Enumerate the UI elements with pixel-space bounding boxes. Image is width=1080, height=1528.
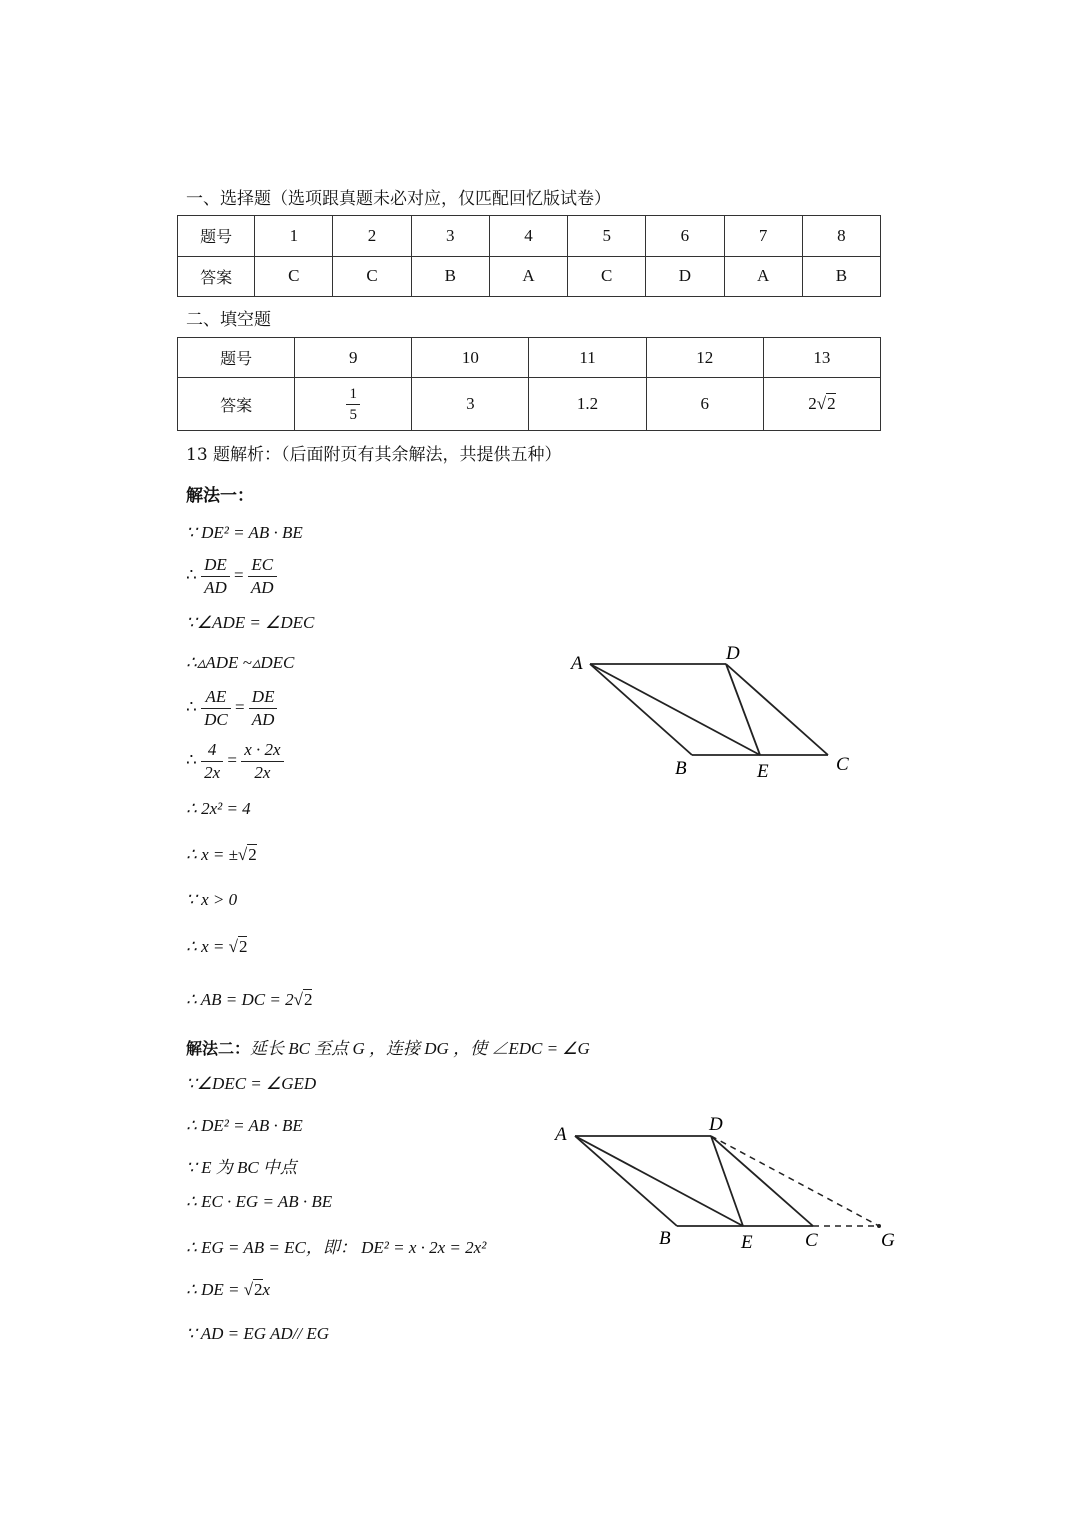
step-text: ∵ E 为 BC 中点 xyxy=(186,1158,297,1177)
step-6 xyxy=(186,739,284,784)
equals-sign: = xyxy=(227,750,237,770)
denominator: AD xyxy=(250,578,274,597)
row-label-answer: 答案 xyxy=(178,378,295,431)
fraction xyxy=(241,739,283,784)
question-number: 11 xyxy=(529,338,646,378)
table-row xyxy=(178,256,881,297)
step-text: ∴ EC · EG = AB · BE xyxy=(186,1192,333,1211)
numerator: DE xyxy=(201,554,230,577)
step-text: ∵ x > 0 xyxy=(186,890,238,909)
method1-label: 解法一： xyxy=(186,486,254,506)
label-c: C xyxy=(805,1230,818,1251)
point-g xyxy=(877,1224,881,1228)
fill-answer-table xyxy=(177,337,881,431)
fraction xyxy=(201,554,230,599)
fraction xyxy=(248,554,277,599)
label-g: G xyxy=(881,1230,895,1251)
sqrt-symbol: √ xyxy=(816,394,827,413)
analysis-title: 13 题解析：（后面附页有其余解法，共提供五种） xyxy=(186,445,562,465)
step-text: ∵∠DEC = ∠GED xyxy=(186,1074,317,1093)
fraction xyxy=(201,686,231,731)
coefficient: 2 xyxy=(808,394,817,413)
answer-cell: C xyxy=(255,256,333,297)
sqrt-symbol: √ xyxy=(237,845,248,864)
table-row xyxy=(178,216,881,257)
figure-1-parallelogram xyxy=(560,635,860,785)
step-9 xyxy=(186,890,237,910)
question-number: 1 xyxy=(255,216,333,257)
step-3 xyxy=(186,613,314,633)
step-text: ∴ 2x² = 4 xyxy=(186,799,251,818)
denominator: AD xyxy=(204,578,227,597)
answer-cell: C xyxy=(333,256,411,297)
label-a: A xyxy=(555,1124,567,1145)
answer-cell: A xyxy=(724,256,802,297)
equals-sign: = xyxy=(234,697,245,717)
fraction xyxy=(201,739,223,784)
label-e: E xyxy=(757,761,769,782)
step-text: ∵∠ADE = ∠DEC xyxy=(186,613,315,632)
answer-cell: D xyxy=(646,256,724,297)
therefore-symbol: ∴ xyxy=(186,750,197,770)
answer-cell: B xyxy=(411,256,489,297)
question-number: 3 xyxy=(411,216,489,257)
method2-intro: 延长 BC 至点 G ，连接 DG ，使 ∠EDC = ∠G xyxy=(250,1039,590,1058)
question-number: 13 xyxy=(763,338,880,378)
step-text: x xyxy=(262,1280,271,1299)
radicand: 2 xyxy=(827,394,836,413)
section1-title: 一、选择题（选项跟真题未必对应，仅匹配回忆版试卷） xyxy=(186,189,611,209)
label-d: D xyxy=(709,1114,723,1135)
numerator: DE xyxy=(249,686,278,709)
method2-heading xyxy=(186,1034,590,1059)
step-text: ∴ DE = xyxy=(186,1280,244,1299)
answer-cell: A xyxy=(489,256,567,297)
step-5 xyxy=(186,686,277,731)
section2-title: 二、填空题 xyxy=(186,310,271,330)
question-number: 8 xyxy=(802,216,880,257)
row-label-answer: 答案 xyxy=(178,256,255,297)
answer-cell: 1.2 xyxy=(529,378,646,431)
step-11 xyxy=(186,990,312,1010)
row-label-question: 题号 xyxy=(178,216,255,257)
label-b: B xyxy=(675,758,687,779)
table-row xyxy=(178,338,881,378)
answer-cell: 3 xyxy=(412,378,529,431)
step-text: ∴ EG = AB = EC，即： DE² = x · 2x = 2x² xyxy=(186,1238,487,1257)
therefore-symbol: ∴ xyxy=(186,565,197,585)
question-number: 4 xyxy=(489,216,567,257)
table-row xyxy=(178,378,881,431)
radicand: 2 xyxy=(238,937,248,956)
label-e: E xyxy=(741,1232,753,1253)
sqrt-symbol: √ xyxy=(293,990,303,1009)
step-text: ∴▵ADE ~▵DEC xyxy=(186,653,295,672)
step-4 xyxy=(186,653,294,673)
question-number: 5 xyxy=(568,216,646,257)
row-label-question: 题号 xyxy=(178,338,295,378)
segment-dc xyxy=(726,664,828,755)
step-7 xyxy=(186,799,251,819)
sqrt-symbol: √ xyxy=(243,1280,254,1299)
step-10 xyxy=(186,937,247,957)
denominator: AD xyxy=(251,710,275,729)
denominator: DC xyxy=(204,710,228,729)
fraction xyxy=(249,686,278,731)
sqrt-symbol: √ xyxy=(228,937,238,956)
denominator: 2x xyxy=(254,763,271,782)
answer-cell: B xyxy=(802,256,880,297)
question-number: 2 xyxy=(333,216,411,257)
label-a: A xyxy=(571,653,583,674)
question-number: 6 xyxy=(646,216,724,257)
label-c: C xyxy=(836,754,849,775)
m2-step-5 xyxy=(186,1233,486,1258)
segment-de xyxy=(726,664,760,755)
choice-answer-table xyxy=(177,215,881,297)
step-text: ∴ x = xyxy=(186,937,229,956)
segment-dg-dashed xyxy=(711,1136,879,1226)
denominator: 2x xyxy=(204,763,221,782)
m2-step-1 xyxy=(186,1074,316,1094)
equals-sign: = xyxy=(234,565,244,585)
m2-step-4 xyxy=(186,1192,332,1212)
segment-ae xyxy=(590,664,760,755)
question-number: 9 xyxy=(295,338,412,378)
numerator: EC xyxy=(248,554,277,577)
numerator: 1 xyxy=(346,384,360,405)
answer-cell xyxy=(763,378,880,431)
step-1 xyxy=(186,523,303,543)
therefore-symbol: ∴ xyxy=(186,697,197,717)
answer-cell: 6 xyxy=(646,378,763,431)
m2-step-3 xyxy=(186,1153,297,1178)
step-text: ∴ DE² = AB · BE xyxy=(186,1116,303,1135)
numerator: 4 xyxy=(201,739,223,762)
question-number: 12 xyxy=(646,338,763,378)
answer-cell: C xyxy=(568,256,646,297)
m2-step-7 xyxy=(186,1324,329,1344)
label-d: D xyxy=(726,643,740,664)
figure-2-parallelogram-extended xyxy=(545,1110,905,1255)
step-text: ∵ AD = EG AD// EG xyxy=(186,1324,330,1343)
denominator: 5 xyxy=(349,406,357,423)
fraction xyxy=(346,384,360,425)
question-number: 10 xyxy=(412,338,529,378)
step-2 xyxy=(186,554,277,599)
radicand: 2 xyxy=(303,990,313,1009)
segment-ab xyxy=(575,1136,677,1226)
segment-ae xyxy=(575,1136,743,1226)
radicand: 2 xyxy=(254,1280,263,1299)
m2-step-2 xyxy=(186,1116,303,1136)
method2-label: 解法二： xyxy=(186,1039,251,1058)
step-text: ∴ AB = DC = 2 xyxy=(186,990,294,1009)
numerator: AE xyxy=(201,686,231,709)
step-text: ∴ x = ± xyxy=(186,845,238,864)
radicand: 2 xyxy=(248,845,257,864)
step-8 xyxy=(186,845,257,865)
step-text: ∵ DE² = AB · BE xyxy=(186,523,303,542)
answer-cell xyxy=(295,378,412,431)
m2-step-6 xyxy=(186,1280,270,1300)
numerator: x · 2x xyxy=(241,739,283,762)
question-number: 7 xyxy=(724,216,802,257)
label-b: B xyxy=(659,1228,671,1249)
